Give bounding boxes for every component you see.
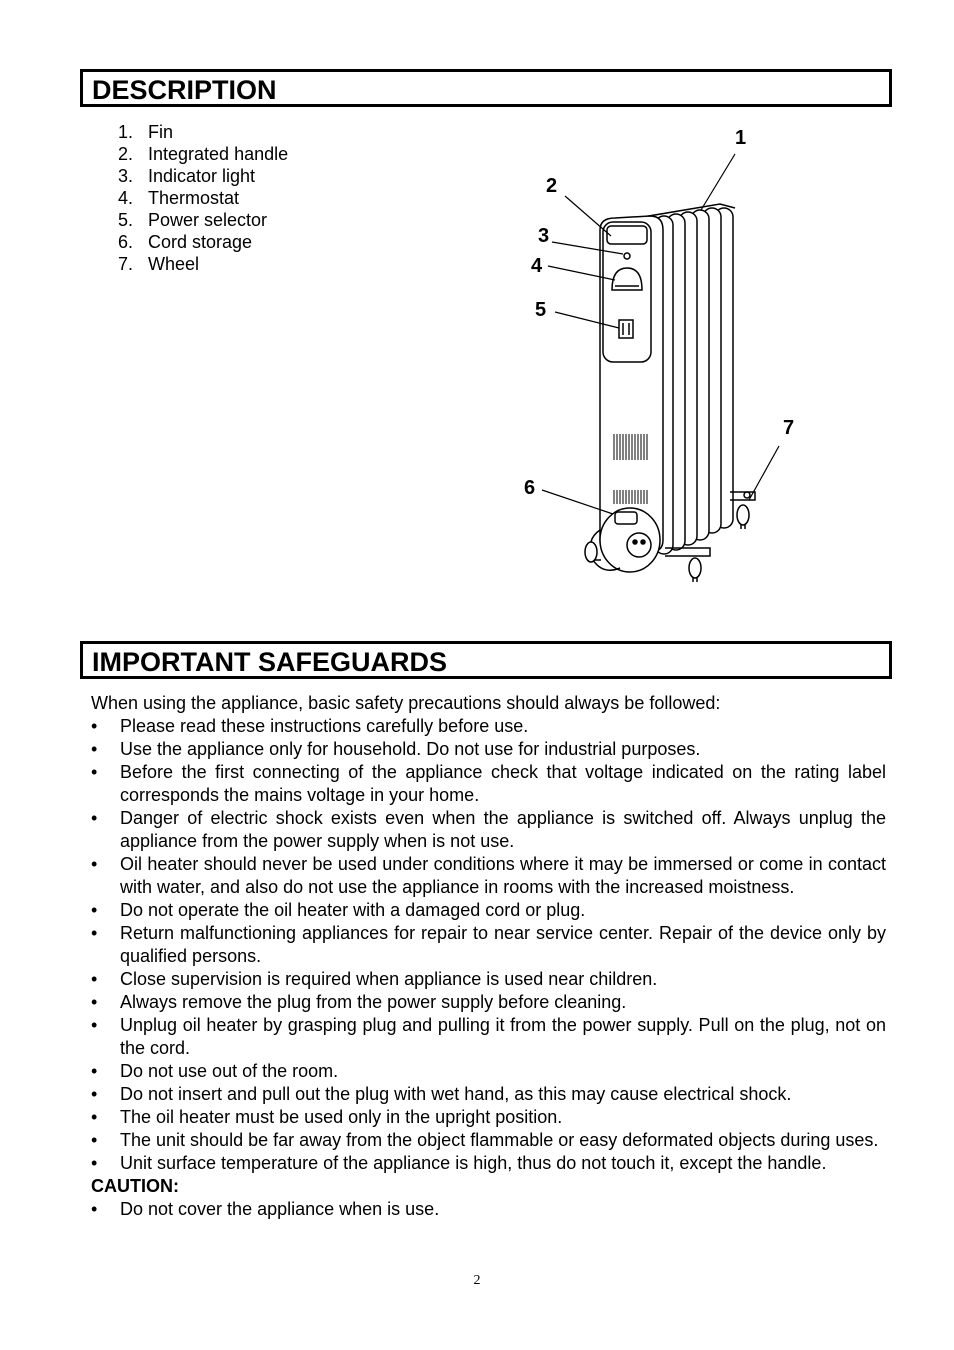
list-item: • Return malfunctioning appliances for repair to near service center. Repair of the device only by qualified persons.	[91, 923, 886, 966]
callout-2: 2	[546, 175, 558, 197]
list-item: • Unit surface temperature of the appliance is high, thus do not touch it, except the handle.	[91, 1153, 827, 1173]
callout-4: 4	[531, 255, 543, 277]
list-item: • Use the appliance only for household. Do not use for industrial purposes.	[91, 739, 701, 759]
list-item: 1. Fin	[118, 122, 174, 142]
list-item: 6. Cord storage	[118, 232, 253, 252]
list-item: • Unplug oil heater by grasping plug and pulling it from the power supply. Pull on the plug, not on the cord.	[91, 1015, 886, 1058]
parts-list	[118, 121, 288, 275]
safeguards-intro: When using the appliance, basic safety precautions should always be followed:	[91, 693, 721, 713]
description-header	[80, 69, 892, 107]
page-number: 2	[473, 1273, 481, 1288]
list-item: 5. Power selector	[118, 210, 268, 230]
safeguards-header	[80, 641, 892, 679]
safeguards-body	[91, 692, 886, 1221]
callout-5: 5	[535, 299, 547, 321]
list-item: 3. Indicator light	[118, 166, 256, 186]
list-item: • Oil heater should never be used under conditions where it may be immersed or come in contact with water, and also do not use the appliance in rooms with the increased moistness.	[91, 854, 886, 897]
list-item: • Do not cover the appliance when is use.	[91, 1199, 440, 1219]
callout-7: 7	[783, 417, 795, 439]
list-item: 4. Thermostat	[118, 188, 240, 208]
list-item: • The unit should be far away from the object flammable or easy deformated objects during uses.	[91, 1130, 879, 1150]
callout-6: 6	[524, 477, 536, 499]
list-item: • Please read these instructions carefully before use.	[91, 716, 529, 736]
list-item: 7. Wheel	[118, 254, 200, 274]
list-item: 2. Integrated handle	[118, 144, 289, 164]
caution-list	[91, 1198, 886, 1221]
callout-1: 1	[735, 127, 747, 149]
list-item: • Always remove the plug from the power supply before cleaning.	[91, 992, 627, 1012]
list-item: • The oil heater must be used only in the upright position.	[91, 1107, 563, 1127]
callout-3: 3	[538, 225, 550, 247]
list-item: • Before the first connecting of the appliance check that voltage indicated on the rating label corresponds the mains voltage in your home.	[91, 762, 886, 805]
list-item: • Do not use out of the room.	[91, 1061, 339, 1081]
oil-heater-illustration	[515, 120, 805, 595]
list-item: • Close supervision is required when appliance is used near children.	[91, 969, 658, 989]
list-item: • Danger of electric shock exists even when the appliance is switched off. Always unplug the appliance from the power supply when is not use.	[91, 808, 886, 851]
list-item: • Do not insert and pull out the plug with wet hand, as this may cause electrical shock.	[91, 1084, 792, 1104]
caution-label: CAUTION:	[91, 1176, 179, 1196]
list-item: • Do not operate the oil heater with a damaged cord or plug.	[91, 900, 586, 920]
description-title: DESCRIPTION	[92, 75, 277, 105]
safeguards-title: IMPORTANT SAFEGUARDS	[92, 647, 447, 677]
safeguards-list	[91, 715, 886, 1175]
